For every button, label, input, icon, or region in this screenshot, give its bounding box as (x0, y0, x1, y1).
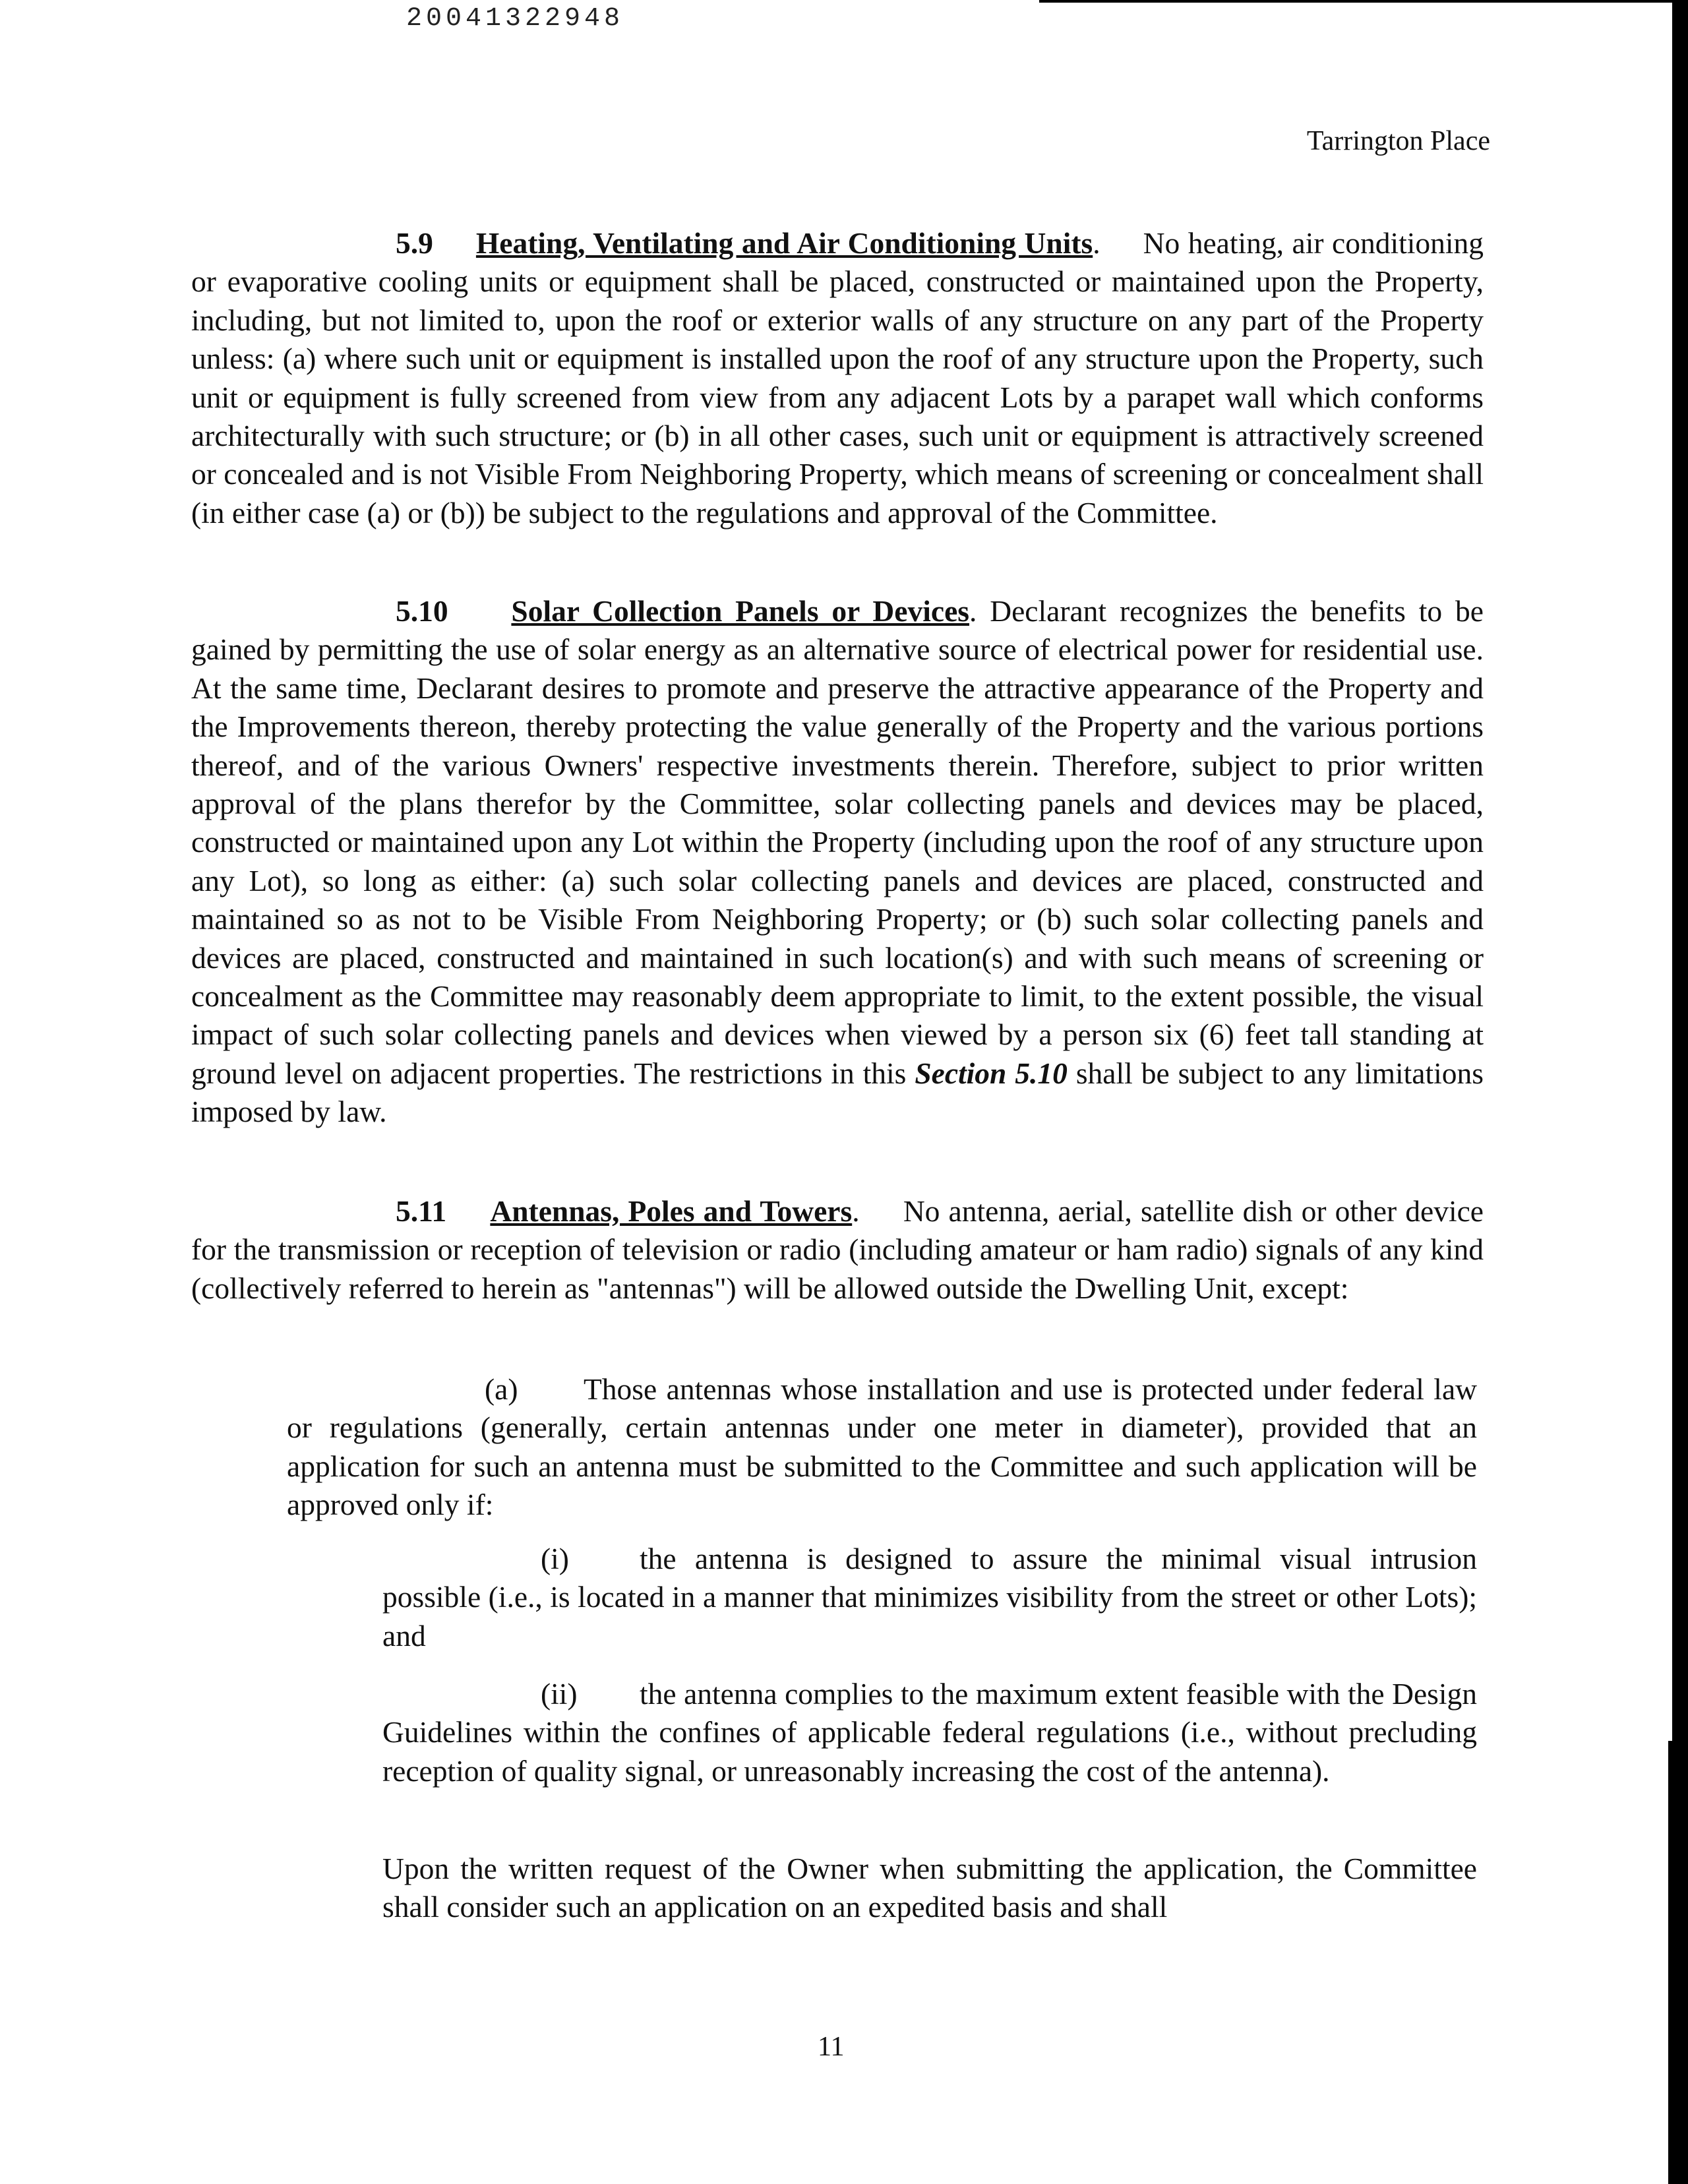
section-heading: Solar Collection Panels or Devices (511, 594, 969, 628)
item-body: the antenna complies to the maximum extent feasible with the Design Guidelines within the confines of applicable federal regulations (i.e., without precluding reception of quality signal, or unreasonably increasing the cost of the antenna). (382, 1677, 1477, 1788)
section-body: Declarant recognizes the benefits to be gained by permitting the use of solar energy as an alternative source of electrical power for residential use. At the same time, Declarant desires to promote and preserve the attractive appearance of the Property and the Improvements thereon, thereby protecting the value generally of the Property and the various portions thereof, and of the various Owners' respective investments therein. Therefore, subject to prior written approval of the plans therefor by the Committee, solar collecting panels and devices may be placed, constructed or maintained upon any Lot within the Property (including upon the roof of any structure upon any Lot), so long as either: (a) such solar collecting panels and devices are placed, constructed and maintained so as not to be Visible From Neighboring Property; or (b) such solar collecting panels and devices are placed, constructed and maintained in such location(s) and with such means of screening or concealment as the Committee may reasonably deem appropriate to limit, to the extent possible, the visual impact of such solar collecting panels and devices when viewed by a person six (6) feet tall standing at ground level on adjacent properties. The restrictions in this (191, 594, 1484, 1090)
section-body: No heating, air conditioning or evaporative cooling units or equipment shall be placed, constructed or maintained upon the Property, including, but not limited to, upon the roof or exterior walls of any structure on any part of the Property unless: (a) where such unit or equipment is installed upon the roof of any structure upon the Property, such unit or equipment is fully screened from view from any adjacent Lots by a parapet wall which conforms architecturally with such structure; or (b) in all other cases, such unit or equipment is attractively screened or concealed and is not Visible From Neighboring Property, which means of screening or concealment shall (in either case (a) or (b)) be subject to the regulations and approval of the Committee. (191, 226, 1484, 530)
section-body-end: shall be subject to any limitations imposed by law. (191, 1056, 1484, 1129)
section-paragraph (191, 1192, 1484, 1308)
top-edge-rule (1039, 0, 1688, 3)
section-5-10 (191, 592, 1484, 1132)
item-label: (i) (541, 1542, 569, 1575)
section-number: 5.10 (396, 594, 448, 628)
subsection-a (287, 1370, 1477, 1525)
list-item (382, 1675, 1477, 1790)
heading-period: . (1093, 226, 1100, 260)
section-number: 5.9 (396, 226, 433, 260)
scan-edge-border (1672, 0, 1688, 2184)
heading-period: . (852, 1194, 860, 1228)
scan-edge-shadow (1668, 1741, 1672, 2184)
subsection-label: (a) (485, 1372, 518, 1406)
list-item (382, 1540, 1477, 1655)
section-paragraph (191, 592, 1484, 1132)
section-heading: Heating, Ventilating and Air Conditioning Units (475, 226, 1093, 260)
subsection-body: Those antennas whose installation and use is protected under federal law or regulations (generally, certain antennas under one meter in diameter), provided that an application for such an antenna must be submitted to the Committee and such application will be approved only if: (287, 1372, 1477, 1522)
section-body: No antenna, aerial, satellite dish or other device for the transmission or reception of television or radio (including amateur or ham radio) signals of any kind (collectively referred to herein as "antennas") will be allowed outside the Dwelling Unit, except: (191, 1194, 1484, 1305)
closing-paragraph: Upon the written request of the Owner when submitting the application, the Committee shall consider such an application on an expedited basis and shall (382, 1852, 1477, 1924)
section-cross-reference: Section 5.10 (915, 1056, 1068, 1090)
section-5-11 (191, 1192, 1484, 1308)
item-label: (ii) (541, 1677, 578, 1711)
section-heading: Antennas, Poles and Towers (490, 1194, 853, 1228)
running-title: Tarrington Place (1306, 126, 1490, 156)
section-paragraph (191, 224, 1484, 532)
recording-number: 20041322948 (406, 4, 624, 34)
section-5-9 (191, 224, 1484, 532)
item-body: the antenna is designed to assure the minimal visual intrusion possible (i.e., is located in a manner that minimizes visibility from the street or other Lots); and (382, 1542, 1477, 1653)
heading-period: . (969, 594, 977, 628)
section-number: 5.11 (396, 1194, 447, 1228)
page-number: 11 (818, 2032, 845, 2062)
